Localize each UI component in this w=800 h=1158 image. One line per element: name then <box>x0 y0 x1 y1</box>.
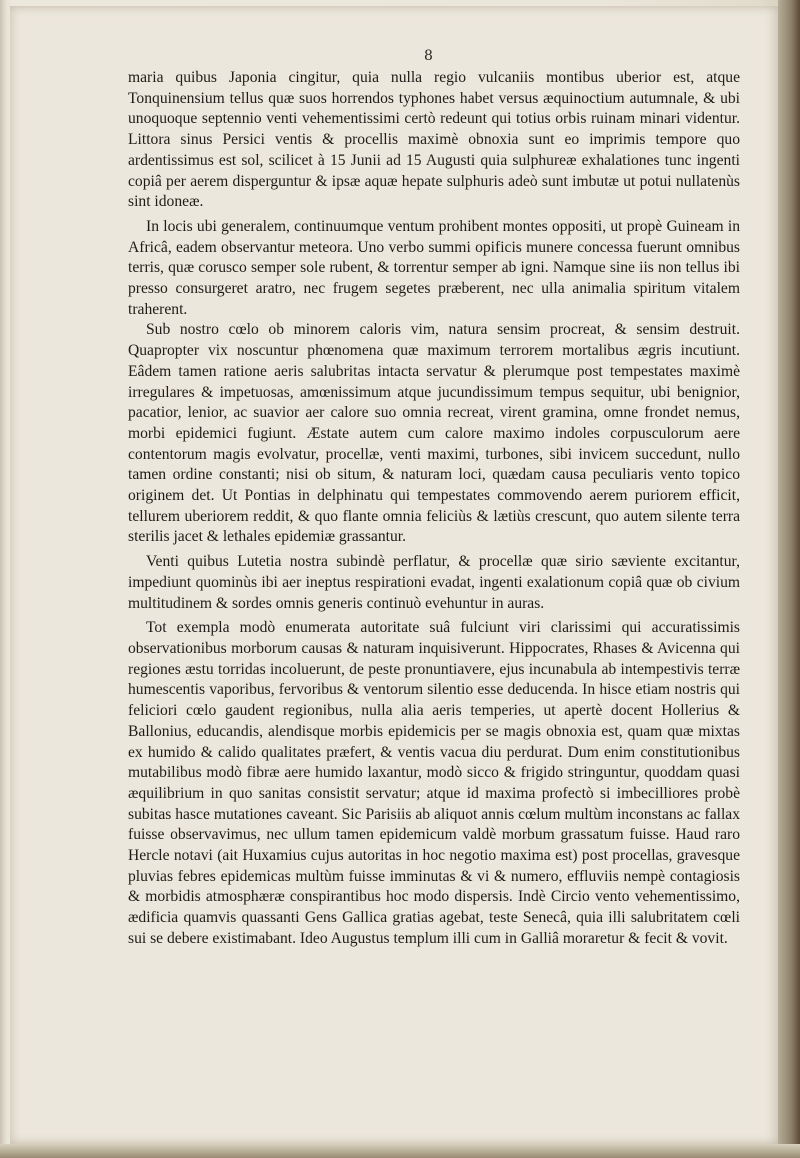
paragraph-2: In locis ubi generalem, continuumque ventum prohibent montes oppositi, ut propè Guineam in Africâ, eadem observantur meteora. Uno verbo summi opificis munere concessa fuerunt omnibus terris, quæ corusco semper sole rubent, & torrentur semper ab igni. Namque sine iis non tellus ibi presso consurgeret aratro, nec frugem segetes præberent, nec ulla animalia spiritum vitalem traherent. <box>128 217 740 318</box>
paragraph-5: Tot exempla modò enumerata autoritate suâ fulciunt viri clarissimi qui accuratissimis observationibus morborum causas & naturam inquisiverunt. Hippocrates, Rhases & Avicenna qui regiones æstu torridas incoluerunt, de peste pronuntiavere, ejus incunabula ab intempestivis terræ humescentis vaporibus, fervoribus & ventorum silentio esse deducenda. In hisce etiam nostris qui feliciori cœlo gaudent regionibus, nulla alia aeris temperies, ut apertè docent Hollerius & Ballonius, educandis, alendisque morbis epidemicis per se magis obnoxia est, quam quæ mixtas ex humido & calido qualitates præfert, & ventis vacua diu perdurat. Dum enim constitutionibus mutabilibus modò fibræ aere humido laxantur, modò sicco & frigido stringuntur, quoddam quasi æquilibrium in quo sanitas consistit servatur; atque id maxima profectò si imbecilliores probè subitas hasce mutationes caveant. Sic Parisiis ab aliquot annis cœlum multùm inconstans ac fallax fuisse observavimus, nec ullum tamen epidemicum valdè morbum grassatum fuisse. Haud raro Hercle notavi (ait Huxamius cujus autoritas in hoc negotio maxima est) post procellas, gravesque pluvias febres epidemicas multùm fuisse imminutas & vi & numero, effluviis nempè contagiosis & morbidis atmosphæræ conspirantibus hoc modo dispersis. Indè Circio vento vehementissimo, ædificia quamvis quassanti Gens Gallica gratias agebat, teste Senecâ, quia illi salubritatem cœli sui se debere existimabant. Ideo Augustus templum illi cum in Galliâ moraretur & fecit & vovit. <box>128 619 740 947</box>
paragraph-3: Sub nostro cœlo ob minorem caloris vim, natura sensim procreat, & sensim destruit. Quapropter vix noscuntur phœnomena quæ maximum terrorem mortalibus ægris incutiunt. Eâdem tamen ratione aeris salubritas intacta servatur & plerumque post tempestates maximè irregulares & impetuosas, amœnissimum atque jucundissimum tempus sequitur, ubi benignior, pacatior, lenior, ac suavior aer calore suo omnia recreat, virent gramina, omne frondet nemus, morbi epidemici fugiunt. Æstate autem cum calore maximo indoles corpusculorum aere contentorum magis evolvatur, procellæ, venti maximi, turbones, sibi invicem succedunt, nullo tamen ordine constanti; nisi ob situm, & naturam loci, quædam causa peculiaris vento topico originem det. Ut Pontias in delphinatu qui tempestates commovendo aerem puriorem efficit, tellurem uberiorem reddit, & quo flante omnia feliciùs & lætiùs crescunt, quo autem silente terra sterilis jacet & lethales epidemiæ grassantur. <box>128 321 740 546</box>
page-number: 8 <box>424 48 433 64</box>
page-bottom-edge <box>0 1144 800 1158</box>
paragraph-1: maria quibus Japonia cingitur, quia nulla regio vulcaniis montibus uberior est, atque Tonquinensium tellus quæ suos horrendos typhones habet versus æquinoctium autumnale, & ubi unoquoque septennio venti vehementissimi certò redeunt qui totius orbis ruinam minari videntur. Littora sinus Persici ventis & procellis maximè obnoxia sunt eo imprimis tempore quo ardentissimus est sol, scilicet à 15 Junii ad 15 Augusti quia sulphureæ exhalationes tunc ingenti copiâ per aerem disperguntur & ipsæ aquæ hepate sulphuris adeò sunt imbutæ ut potui nullatenùs sint idoneæ. <box>128 69 740 211</box>
body-text <box>128 68 740 950</box>
paragraph-4: Venti quibus Lutetia nostra subindè perflatur, & procellæ quæ sirio sæviente excitantur, impediunt quominùs ibi aer ineptus respirationi evadat, ingenti exalationum copiâ quæ ob civium multitudinem & sordes omnis generis continuò evehuntur in auras. <box>128 553 740 612</box>
book-binding-edge <box>778 0 800 1158</box>
